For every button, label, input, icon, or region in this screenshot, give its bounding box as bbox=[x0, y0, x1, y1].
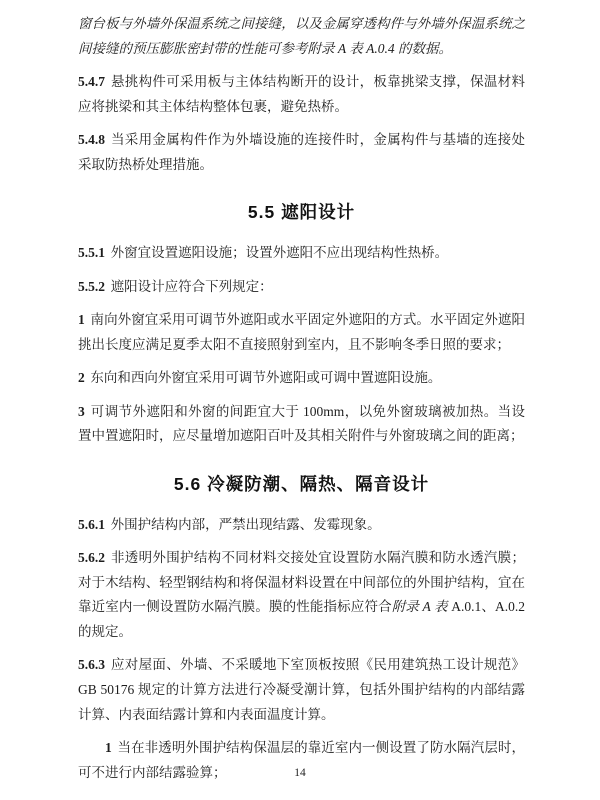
list-item-3-number: 3 bbox=[78, 403, 85, 419]
clause-5-6-1-number: 5.6.1 bbox=[78, 516, 105, 532]
sub-item-1-number: 1 bbox=[105, 740, 112, 756]
clause-5-6-3 bbox=[78, 653, 525, 727]
paragraph-continuation bbox=[78, 12, 525, 61]
clause-5-4-7-number: 5.4.7 bbox=[78, 74, 105, 90]
list-item-2-number: 2 bbox=[78, 370, 85, 386]
clause-5-5-2-text: 遮阳设计应符合下列规定： bbox=[110, 278, 273, 294]
list-item-1 bbox=[78, 308, 525, 357]
clause-5-6-3-text: 应对屋面、外墙、不采暖地下室顶板按照《民用建筑热工设计规范》GB 50176 规定的计算方法进行冷凝受潮计算，包括外围护结构的内部结露计算、内表面结露计算和内表面温度计算。 bbox=[78, 657, 525, 722]
clause-5-6-2 bbox=[78, 546, 525, 644]
section-heading-5-6: 5.6 冷凝防潮、隔热、隔音设计 bbox=[173, 473, 430, 494]
clause-5-4-8-number: 5.4.8 bbox=[78, 132, 105, 148]
paragraph-continuation-text: 窗台板与外墙外保温系统之间接缝，以及金属穿透构件与外墙外保温系统之间接缝的预压膨胀密封带的性能可参考附录 A 表 A.0.4 的数据。 bbox=[78, 16, 525, 56]
clause-5-6-2-text: 非透明外围护结构不同材料交接处宜设置防水隔汽膜和防水透汽膜；对于木结构、轻型钢结构和将保温材料设置在中间部位的外围护结构，宜在靠近室内一侧设置防水隔汽膜。膜的性能指标应符合 bbox=[78, 550, 525, 615]
list-item-1-text: 南向外窗宜采用可调节外遮阳或水平固定外遮阳的方式。水平固定外遮阳挑出长度应满足夏季太阳不直接照射到室内，且不影响冬季日照的要求； bbox=[78, 312, 525, 352]
clause-5-4-7 bbox=[78, 70, 525, 119]
clause-5-6-2-text-end: A.0.1、A.0.2 的规定。 bbox=[78, 599, 525, 639]
clause-5-5-1 bbox=[78, 241, 525, 266]
appendix-reference: 附录 A 表 bbox=[391, 599, 448, 615]
section-heading-5-5: 5.5 遮阳设计 bbox=[247, 202, 356, 223]
clause-5-6-1-text: 外围护结构内部，严禁出现结露、发霉现象。 bbox=[110, 516, 381, 532]
sub-item-1-text: 当在非透明外围护结构保温层的靠近室内一侧设置了防水隔汽层时，可不进行内部结露验算； bbox=[78, 740, 525, 780]
clause-5-5-1-text: 外窗宜设置遮阳设施；设置外遮阳不应出现结构性热桥。 bbox=[110, 245, 449, 260]
page-number: 14 bbox=[294, 767, 306, 780]
clause-5-4-7-text: 悬挑构件可采用板与主体结构断开的设计，板靠挑梁支撑，保温材料应将挑梁和其主体结构整体包裹，避免热桥。 bbox=[78, 74, 525, 114]
clause-5-6-3-number: 5.6.3 bbox=[78, 657, 105, 673]
clause-5-6-1 bbox=[78, 513, 525, 538]
clause-5-4-8-text: 当采用金属构件作为外墙设施的连接件时，金属构件与基墙的连接处采取防热桥处理措施。 bbox=[78, 132, 525, 172]
list-item-2 bbox=[78, 366, 525, 391]
list-item-3 bbox=[78, 400, 525, 449]
clause-5-6-2-number: 5.6.2 bbox=[78, 550, 105, 566]
list-item-3-text: 可调节外遮阳和外窗的间距宜大于 100mm，以免外窗玻璃被加热。当设置中置遮阳时，应尽量增加遮阳百叶及其相关附件与外窗玻璃之间的距离； bbox=[78, 403, 525, 444]
clause-5-4-8 bbox=[78, 128, 525, 177]
list-item-1-number: 1 bbox=[78, 312, 85, 328]
clause-5-5-1-number: 5.5.1 bbox=[78, 245, 105, 260]
clause-5-5-2 bbox=[78, 275, 525, 300]
list-item-2-text: 东向和西向外窗宜采用可调节外遮阳或可调中置遮阳设施。 bbox=[90, 370, 442, 386]
clause-5-5-2-number: 5.5.2 bbox=[78, 278, 105, 294]
